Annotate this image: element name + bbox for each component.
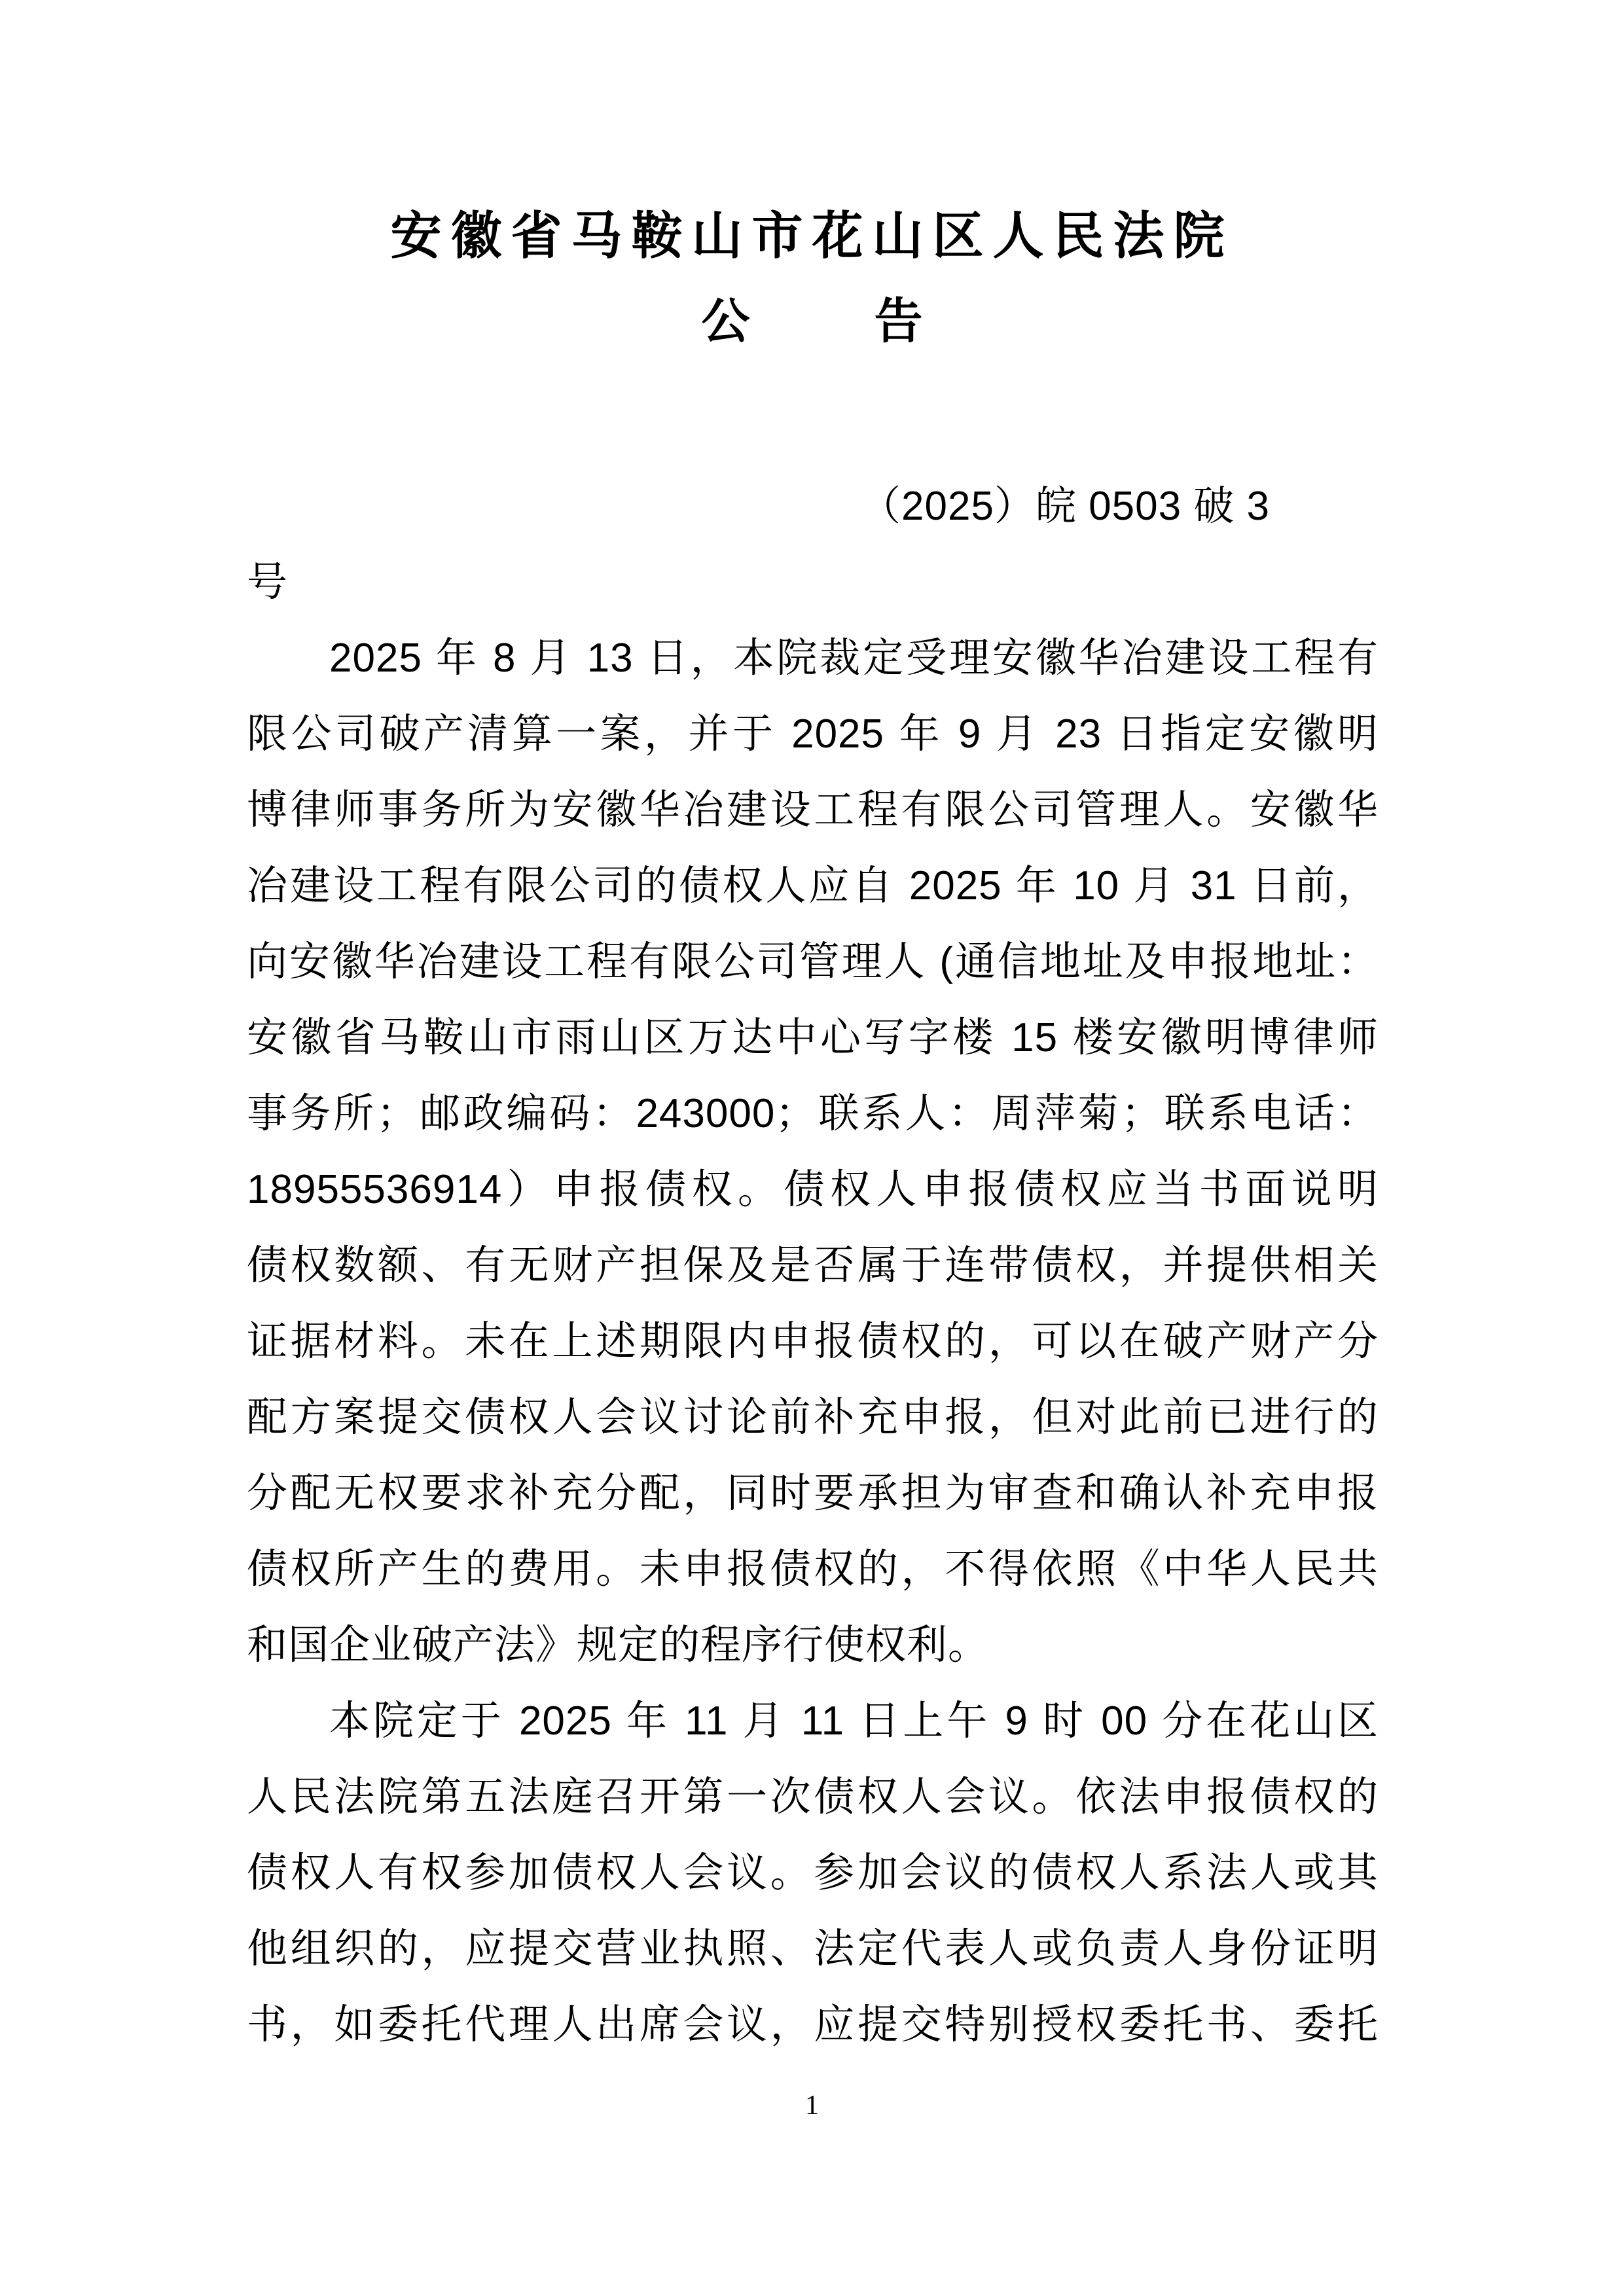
body-line: 向安徽华冶建设工程有限公司管理人 (通信地址及申报地址： [247,939,1379,984]
doc-type-char-2: 告 [874,295,923,349]
document-body [247,469,1379,2063]
body-line: 配方案提交债权人会议讨论前补充申报，但对此前已进行的 [247,1395,1379,1440]
body-line: 本院定于 2025 年 11 月 11 日上午 9 时 00 分在花山区 [329,1698,1379,1744]
body-line: 事务所；邮政编码：243000；联系人：周萍菊；联系电话： [247,1091,1379,1136]
body-line: 债权所产生的费用。未申报债权的，不得依照《中华人民共 [247,1547,1379,1592]
body-line: 债权人有权参加债权人会议。参加会议的债权人系法人或其 [247,1850,1379,1895]
body-line: 博律师事务所为安徽华冶建设工程有限公司管理人。安徽华 [247,787,1379,833]
body-line: 分配无权要求补充分配，同时要承担为审查和确认补充申报 [247,1471,1379,1516]
body-line: 安徽省马鞍山市雨山区万达中心写字楼 15 楼安徽明博律师 [247,1015,1379,1060]
body-line: 证据材料。未在上述期限内申报债权的，可以在破产财产分 [247,1319,1379,1364]
body-line: 和国企业破产法》规定的程序行使权利。 [247,1623,990,1668]
case-number-wrap: 号 [247,560,289,605]
doc-type-char-1: 公 [701,295,750,349]
body-line: 限公司破产清算一案，并于 2025 年 9 月 23 日指定安徽明 [247,711,1379,757]
body-line: 冶建设工程有限公司的债权人应自 2025 年 10 月 31 日前， [247,863,1379,908]
body-line: 他组织的，应提交营业执照、法定代表人或负责人身份证明 [247,1926,1379,1971]
body-line: 债权数额、有无财产担保及是否属于连带债权，并提供相关 [247,1243,1379,1288]
body-line: 书，如委托代理人出席会议，应提交特别授权委托书、委托 [247,2002,1379,2047]
body-line: 人民法院第五法庭召开第一次债权人会议。依法申报债权的 [247,1774,1379,1820]
doc-type-title [0,296,1624,349]
body-line: 18955536914）申报债权。债权人申报债权应当书面说明 [247,1167,1379,1212]
page-number: 1 [805,2090,819,2121]
case-number: （2025）皖 0503 破 3 [860,484,1271,529]
court-name-title: 安徽省马鞍山市花山区人民法院 [390,207,1234,264]
body-line: 2025 年 8 月 13 日，本院裁定受理安徽华冶建设工程有 [329,636,1379,681]
